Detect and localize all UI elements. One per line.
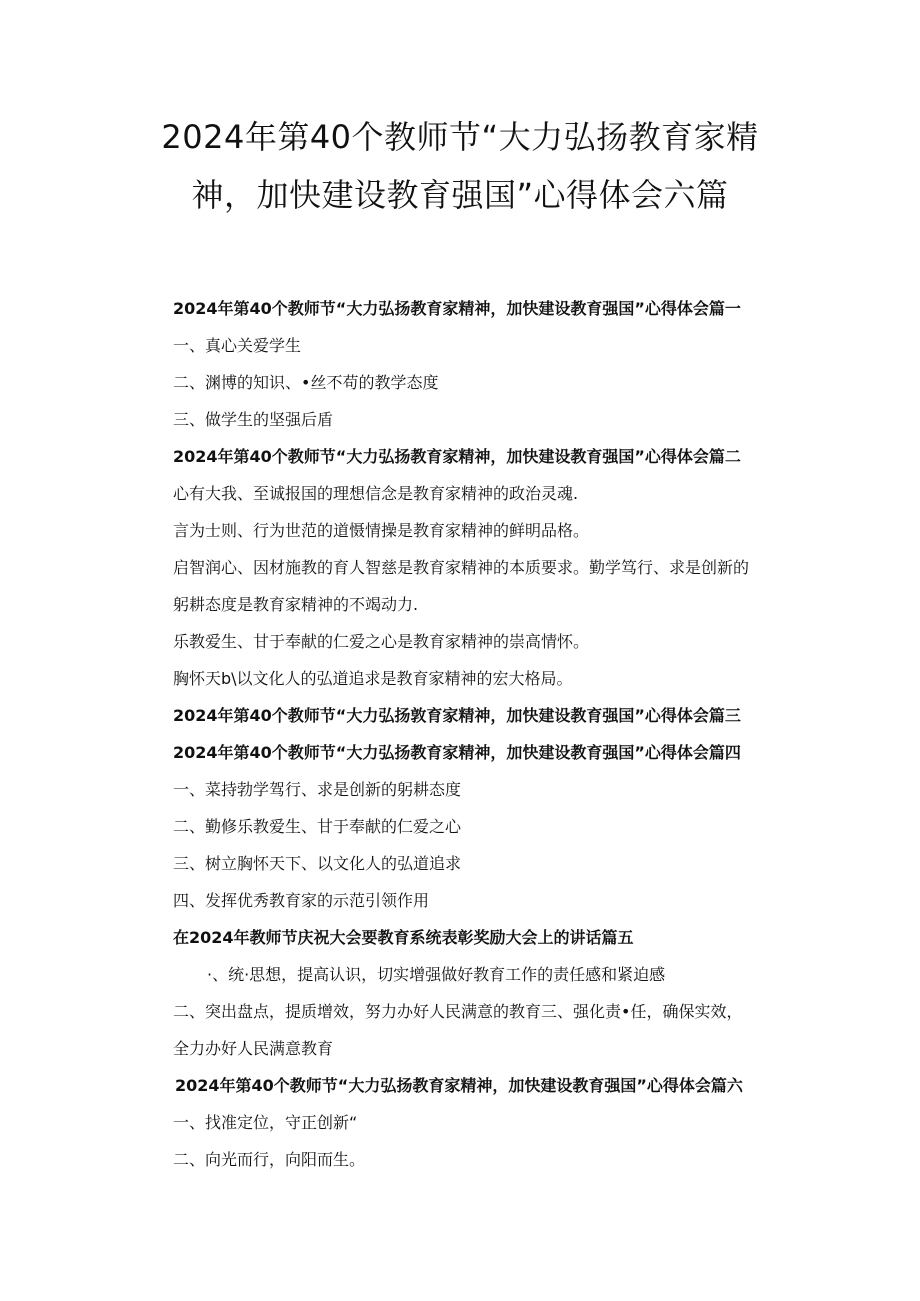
paragraph-line: ·、统·思想，提高认识，切实增强做好教育工作的责任感和紧迫感 — [207, 965, 666, 984]
paragraph-line: 一、真心关爱学生 — [173, 336, 302, 355]
paragraph-line: 心有大我、至诚报国的理想信念是教育家精神的政治灵魂. — [173, 484, 579, 503]
paragraph-line: 躬耕态度是教育家精神的不竭动力. — [173, 595, 419, 614]
title-line-2: 神，加快建设教育强国”心得体会六篇 — [191, 176, 729, 214]
paragraph-line: 胸怀天b\以文化人的弘道追求是教育家精神的宏大格局。 — [173, 669, 573, 688]
paragraph-line: 三、做学生的坚强后盾 — [173, 410, 334, 429]
paragraph-line: 四、发挥优秀教育家的示范引领作用 — [173, 891, 430, 910]
paragraph-line: 二、向光而行，向阳而生。 — [173, 1150, 366, 1169]
paragraph-line: 启智润心、因材施教的育人智慈是教育家精神的本质要求。勤学笃行、求是创新的 — [173, 558, 750, 577]
section-heading-4: 2024年第40个教师节“大力弘扬教育家精神，加快建设教育强国”心得体会篇四 — [173, 743, 741, 762]
section-heading-2: 2024年第40个教师节“大力弘扬教育家精神，加快建设教育强国”心得体会篇二 — [173, 447, 741, 466]
section-heading-5: 在2024年教师节庆祝大会要教育系统表彰奖励大会上的讲话篇五 — [173, 928, 634, 947]
paragraph-line: 一、找准定位，守正创新“ — [173, 1113, 358, 1132]
paragraph-line: 二、突出盘点，提质增效，努力办好人民满意的教育三、强化责•任，确保实效， — [173, 1002, 743, 1021]
paragraph-line: 二、渊博的知识、•丝不苟的教学态度 — [173, 373, 439, 392]
paragraph-line: 二、勤修乐教爱生、甘于奉献的仁爱之心 — [173, 817, 462, 836]
paragraph-line: 一、菜持勃学驾行、求是创新的躬耕态度 — [173, 780, 462, 799]
paragraph-line: 言为士则、行为世范的道慑情操是教育家精神的鲜明品格。 — [173, 521, 590, 540]
document-body — [173, 290, 813, 1178]
document-title — [130, 108, 790, 224]
title-line-1: 2024年第40个教师节“大力弘扬教育家精 — [161, 118, 759, 156]
paragraph-line: 三、树立胸怀天下、以文化人的弘道追求 — [173, 854, 462, 873]
paragraph-line: 全力办好人民满意教育 — [173, 1039, 334, 1058]
section-heading-6: 2024年第40个教师节“大力弘扬教育家精神，加快建设教育强国”心得体会篇六 — [175, 1076, 743, 1095]
section-heading-1: 2024年第40个教师节“大力弘扬教育家精神，加快建设教育强国”心得体会篇一 — [173, 299, 741, 318]
section-heading-3: 2024年第40个教师节“大力弘扬敦育家精神，加快建设教育强国”心得体会篇三 — [173, 706, 741, 725]
paragraph-line: 乐教爱生、甘于奉献的仁爱之心是教育家精神的崇高情怀。 — [173, 632, 590, 651]
